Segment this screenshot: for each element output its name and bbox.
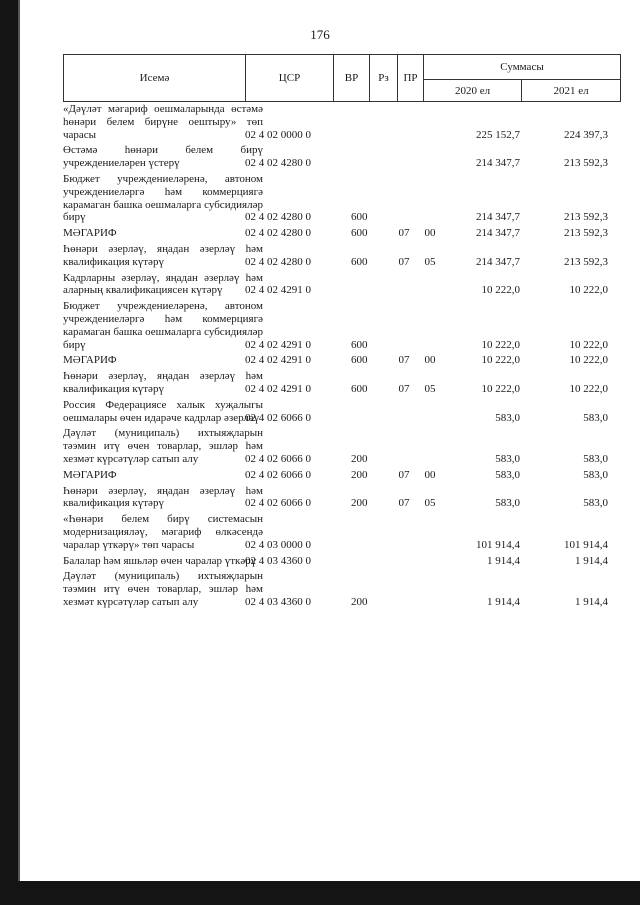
- row-vr: 200: [351, 497, 368, 510]
- row-csr: 02 4 02 6066 0: [245, 468, 311, 481]
- row-vr: 200: [351, 595, 368, 608]
- row-pr: 00: [424, 468, 436, 481]
- table-body: [63, 103, 620, 609]
- row-csr: 02 4 02 4291 0: [245, 354, 311, 367]
- table-row: [63, 272, 620, 298]
- table-header: [63, 54, 621, 102]
- row-sum-2020: 583,0: [495, 468, 520, 481]
- table-row: [63, 227, 620, 240]
- scan-bottom-edge: [0, 881, 640, 905]
- row-name: Дәүләт (муниципаль) ихтыяҗларын тәэмин итү өчен товарлар, эшләр һәм хезмәт күрсәтүләр сатып алу: [63, 427, 263, 465]
- row-sum-2020: 101 914,4: [476, 538, 520, 551]
- table-row: [63, 144, 620, 170]
- row-csr: 02 4 02 6066 0: [245, 411, 311, 424]
- row-csr: 02 4 03 4360 0: [245, 595, 311, 608]
- row-sum-2021: 583,0: [583, 468, 608, 481]
- row-sum-2021: 213 592,3: [564, 255, 608, 268]
- header-2021: 2021 ел: [522, 80, 621, 102]
- row-sum-2020: 10 222,0: [481, 338, 520, 351]
- row-csr: 02 4 02 4291 0: [245, 338, 311, 351]
- row-csr: 02 4 02 4280 0: [245, 227, 311, 240]
- row-csr: 02 4 02 4280 0: [245, 211, 311, 224]
- row-name: Бюджет учреждениеләренә, автоном учреждениеләргә һәм коммерциягә карамаган башка оешмаларга субсидияләр бирү: [63, 172, 263, 224]
- row-sum-2020: 214 347,7: [476, 157, 520, 170]
- row-sum-2021: 224 397,3: [564, 128, 608, 141]
- row-sum-2020: 10 222,0: [481, 382, 520, 395]
- row-csr: 02 4 02 6066 0: [245, 452, 311, 465]
- row-csr: 02 4 02 0000 0: [245, 128, 311, 141]
- row-vr: 200: [351, 468, 368, 481]
- row-name: Кадрларны әзерләү, яңадан әзерләү һәм аларның квалификациясен күтәрү: [63, 271, 263, 297]
- row-sum-2021: 213 592,3: [564, 211, 608, 224]
- row-sum-2020: 214 347,7: [476, 227, 520, 240]
- row-pr: 05: [424, 497, 436, 510]
- row-sum-2021: 1 914,4: [575, 595, 608, 608]
- scan-left-edge: [0, 0, 18, 905]
- row-vr: 600: [351, 354, 368, 367]
- row-csr: 02 4 02 4291 0: [245, 284, 311, 297]
- row-sum-2021: 10 222,0: [569, 284, 608, 297]
- row-sum-2020: 1 914,4: [487, 595, 520, 608]
- row-sum-2021: 583,0: [583, 452, 608, 465]
- row-sum-2020: 583,0: [495, 497, 520, 510]
- row-name: Һөнәри әзерләү, яңадан әзерләү һәм квалификация күтәрү: [63, 242, 263, 268]
- row-rz: 07: [398, 468, 410, 481]
- header-rz: Рз: [370, 55, 398, 102]
- row-name: Өстәмә һөнәри белем бирү учреждениеләрен үстерү: [63, 144, 263, 170]
- table-row: [63, 399, 620, 425]
- row-name: Һөнәри әзерләү, яңадан әзерләү һәм квалификация күтәрү: [63, 370, 263, 395]
- row-vr: 600: [351, 338, 368, 351]
- table-row: [63, 300, 620, 351]
- row-csr: 02 4 02 4280 0: [245, 157, 311, 170]
- row-name: Россия Федерациясе халык хуҗалыгы оешмалары өчен идарәче кадрлар әзерләү: [63, 398, 263, 424]
- header-vr: ВР: [334, 55, 370, 102]
- page-number: 176: [310, 27, 330, 42]
- row-csr: 02 4 03 0000 0: [245, 538, 311, 551]
- row-sum-2021: 10 222,0: [569, 338, 608, 351]
- row-vr: 600: [351, 255, 368, 268]
- row-rz: 07: [398, 255, 410, 268]
- row-name: Балалар һәм яшьләр өчен чаралар үткәрү: [63, 554, 257, 567]
- row-rz: 07: [398, 497, 410, 510]
- row-vr: 600: [351, 211, 368, 224]
- row-name: Дәүләт (муниципаль) ихтыяҗларын тәэмин итү өчен товарлар, эшләр һәм хезмәт күрсәтүләр сатып алу: [63, 570, 263, 608]
- row-sum-2020: 10 222,0: [481, 354, 520, 367]
- table-row: [63, 173, 620, 224]
- table-row: [63, 513, 620, 551]
- table-row: [63, 370, 620, 396]
- row-rz: 07: [398, 354, 410, 367]
- row-name: «Дәүләт мәгариф оешмаларында өстәмә һөнәри белем бирүне оештыру» төп чарасы: [63, 103, 263, 141]
- row-pr: 00: [424, 354, 436, 367]
- table-row: [63, 103, 620, 141]
- table-row: [63, 243, 620, 269]
- row-vr: 600: [351, 382, 368, 395]
- header-pr: ПР: [398, 55, 424, 102]
- row-pr: 05: [424, 255, 436, 268]
- header-sums: Суммасы: [424, 55, 621, 80]
- header-2020: 2020 ел: [424, 80, 522, 102]
- row-sum-2020: 583,0: [495, 411, 520, 424]
- scan-left-edge-line: [18, 0, 20, 905]
- table-row: [63, 555, 620, 568]
- row-sum-2021: 213 592,3: [564, 157, 608, 170]
- header-name: Исемә: [64, 55, 246, 102]
- row-rz: 07: [398, 382, 410, 395]
- row-sum-2020: 1 914,4: [487, 554, 520, 567]
- table-row: [63, 570, 620, 608]
- row-name: МӘГАРИФ: [63, 227, 117, 240]
- row-sum-2021: 213 592,3: [564, 227, 608, 240]
- row-sum-2020: 583,0: [495, 452, 520, 465]
- table-row: [63, 469, 620, 482]
- row-rz: 07: [398, 227, 410, 240]
- row-vr: 600: [351, 227, 368, 240]
- row-name: МӘГАРИФ: [63, 354, 117, 367]
- row-sum-2021: 10 222,0: [569, 382, 608, 395]
- row-sum-2021: 10 222,0: [569, 354, 608, 367]
- table-row: [63, 485, 620, 511]
- row-sum-2020: 214 347,7: [476, 255, 520, 268]
- row-name: МӘГАРИФ: [63, 468, 117, 481]
- row-pr: 05: [424, 382, 436, 395]
- row-name: Бюджет учреждениеләренә, автоном учреждениеләргә һәм коммерциягә карамаган башка оешмаларга субсидияләр бирү: [63, 300, 263, 351]
- table-row: [63, 427, 620, 465]
- row-sum-2021: 583,0: [583, 411, 608, 424]
- row-csr: 02 4 02 6066 0: [245, 497, 311, 510]
- row-sum-2020: 225 152,7: [476, 128, 520, 141]
- row-csr: 02 4 03 4360 0: [245, 554, 311, 567]
- row-name: «Һөнәри белем бирү системасын модернизацияләү, мәгариф өлкәсендә чаралар үткәрү» төп чарасы: [63, 513, 263, 551]
- row-sum-2021: 101 914,4: [564, 538, 608, 551]
- row-vr: 200: [351, 452, 368, 465]
- row-sum-2020: 10 222,0: [481, 284, 520, 297]
- row-sum-2021: 583,0: [583, 497, 608, 510]
- header-csr: ЦСР: [246, 55, 334, 102]
- row-sum-2020: 214 347,7: [476, 211, 520, 224]
- row-sum-2021: 1 914,4: [575, 554, 608, 567]
- row-name: Һөнәри әзерләү, яңадан әзерләү һәм квалификация күтәрү: [63, 484, 263, 510]
- row-csr: 02 4 02 4291 0: [245, 382, 311, 395]
- row-pr: 00: [424, 227, 436, 240]
- row-csr: 02 4 02 4280 0: [245, 255, 311, 268]
- table-row: [63, 354, 620, 367]
